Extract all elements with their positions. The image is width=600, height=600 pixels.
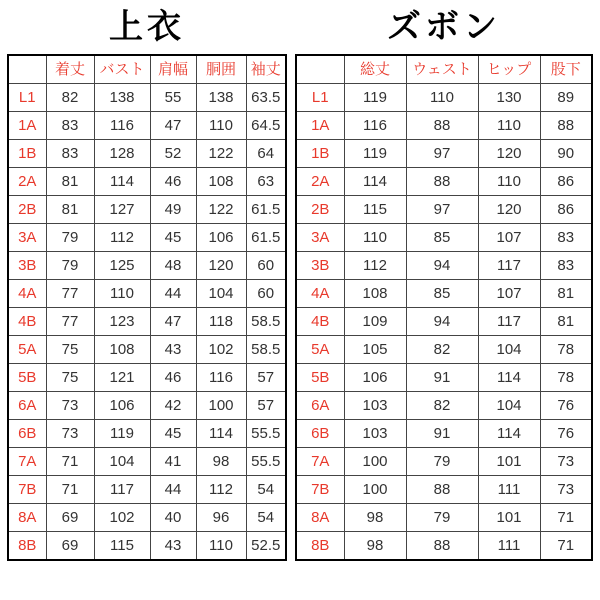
cell: 115 bbox=[344, 195, 406, 223]
table-row bbox=[8, 195, 286, 223]
table-row bbox=[296, 195, 592, 223]
cell: 104 bbox=[196, 279, 246, 307]
cell: 103 bbox=[344, 391, 406, 419]
cell: 104 bbox=[478, 335, 540, 363]
row-label: 1A bbox=[8, 111, 46, 139]
cell: 127 bbox=[94, 195, 150, 223]
cell: 100 bbox=[196, 391, 246, 419]
cell: 71 bbox=[46, 447, 94, 475]
cell: 117 bbox=[478, 251, 540, 279]
row-label: 4A bbox=[296, 279, 344, 307]
cell: 81 bbox=[46, 167, 94, 195]
column-header-hip: ヒップ bbox=[478, 55, 540, 84]
cell: 57 bbox=[246, 391, 286, 419]
cell: 49 bbox=[150, 195, 196, 223]
row-label: 8B bbox=[296, 531, 344, 560]
cell: 86 bbox=[540, 195, 592, 223]
row-label: 6A bbox=[8, 391, 46, 419]
row-label: 3A bbox=[8, 223, 46, 251]
column-header-inseam: 股下 bbox=[540, 55, 592, 84]
cell: 78 bbox=[540, 335, 592, 363]
cell: 123 bbox=[94, 307, 150, 335]
cell: 98 bbox=[196, 447, 246, 475]
cell: 104 bbox=[478, 391, 540, 419]
cell: 43 bbox=[150, 531, 196, 560]
cell: 73 bbox=[540, 447, 592, 475]
cell: 116 bbox=[196, 363, 246, 391]
column-header-total-length: 総丈 bbox=[344, 55, 406, 84]
cell: 91 bbox=[406, 363, 478, 391]
jacket-title: 上衣 bbox=[109, 8, 185, 46]
cell: 91 bbox=[406, 419, 478, 447]
cell: 75 bbox=[46, 335, 94, 363]
table-row bbox=[8, 475, 286, 503]
cell: 110 bbox=[478, 167, 540, 195]
cell: 52.5 bbox=[246, 531, 286, 560]
cell: 125 bbox=[94, 251, 150, 279]
cell: 117 bbox=[94, 475, 150, 503]
cell: 108 bbox=[344, 279, 406, 307]
jacket-size-table bbox=[7, 54, 287, 561]
cell: 94 bbox=[406, 251, 478, 279]
cell: 90 bbox=[540, 139, 592, 167]
row-label: 4A bbox=[8, 279, 46, 307]
table-row bbox=[8, 251, 286, 279]
cell: 58.5 bbox=[246, 335, 286, 363]
trousers-size-table bbox=[295, 54, 593, 561]
cell: 114 bbox=[94, 167, 150, 195]
table-row bbox=[296, 223, 592, 251]
cell: 116 bbox=[344, 111, 406, 139]
cell: 71 bbox=[540, 531, 592, 560]
table-row bbox=[8, 335, 286, 363]
row-label: 3A bbox=[296, 223, 344, 251]
table-row bbox=[296, 251, 592, 279]
cell: 120 bbox=[478, 139, 540, 167]
table-row bbox=[8, 307, 286, 335]
table-row bbox=[8, 391, 286, 419]
cell: 118 bbox=[196, 307, 246, 335]
table-row bbox=[296, 167, 592, 195]
table-row bbox=[8, 111, 286, 139]
cell: 112 bbox=[196, 475, 246, 503]
cell: 76 bbox=[540, 419, 592, 447]
row-label: 7A bbox=[8, 447, 46, 475]
cell: 102 bbox=[94, 503, 150, 531]
table-row bbox=[8, 139, 286, 167]
cell: 78 bbox=[540, 363, 592, 391]
cell: 40 bbox=[150, 503, 196, 531]
cell: 114 bbox=[344, 167, 406, 195]
column-header-size bbox=[296, 55, 344, 84]
cell: 98 bbox=[344, 503, 406, 531]
table-row bbox=[296, 279, 592, 307]
cell: 138 bbox=[196, 83, 246, 111]
cell: 94 bbox=[406, 307, 478, 335]
cell: 79 bbox=[46, 251, 94, 279]
cell: 112 bbox=[344, 251, 406, 279]
row-label: 5B bbox=[8, 363, 46, 391]
row-label: 5A bbox=[296, 335, 344, 363]
column-header-shoulder: 肩幅 bbox=[150, 55, 196, 84]
cell: 82 bbox=[406, 335, 478, 363]
table-row bbox=[296, 363, 592, 391]
cell: 120 bbox=[478, 195, 540, 223]
cell: 52 bbox=[150, 139, 196, 167]
cell: 82 bbox=[406, 391, 478, 419]
trousers-title: ズボン bbox=[387, 8, 501, 46]
table-row bbox=[296, 335, 592, 363]
table-row bbox=[296, 307, 592, 335]
cell: 101 bbox=[478, 503, 540, 531]
cell: 98 bbox=[344, 531, 406, 560]
cell: 110 bbox=[406, 83, 478, 111]
column-header-length: 着丈 bbox=[46, 55, 94, 84]
cell: 79 bbox=[406, 503, 478, 531]
cell: 106 bbox=[94, 391, 150, 419]
cell: 64 bbox=[246, 139, 286, 167]
cell: 48 bbox=[150, 251, 196, 279]
cell: 106 bbox=[196, 223, 246, 251]
table-row bbox=[296, 419, 592, 447]
cell: 64.5 bbox=[246, 111, 286, 139]
cell: 61.5 bbox=[246, 223, 286, 251]
row-label: 2B bbox=[296, 195, 344, 223]
trousers-section bbox=[294, 8, 594, 561]
cell: 61.5 bbox=[246, 195, 286, 223]
table-row bbox=[296, 111, 592, 139]
cell: 77 bbox=[46, 279, 94, 307]
cell: 97 bbox=[406, 195, 478, 223]
cell: 103 bbox=[344, 419, 406, 447]
cell: 89 bbox=[540, 83, 592, 111]
cell: 60 bbox=[246, 279, 286, 307]
cell: 100 bbox=[344, 447, 406, 475]
table-row bbox=[8, 279, 286, 307]
cell: 71 bbox=[46, 475, 94, 503]
cell: 112 bbox=[94, 223, 150, 251]
cell: 75 bbox=[46, 363, 94, 391]
cell: 73 bbox=[46, 391, 94, 419]
table-row bbox=[296, 531, 592, 560]
cell: 130 bbox=[478, 83, 540, 111]
cell: 45 bbox=[150, 419, 196, 447]
cell: 44 bbox=[150, 279, 196, 307]
cell: 108 bbox=[94, 335, 150, 363]
cell: 110 bbox=[196, 111, 246, 139]
row-label: 7B bbox=[296, 475, 344, 503]
row-label: 2B bbox=[8, 195, 46, 223]
cell: 138 bbox=[94, 83, 150, 111]
cell: 69 bbox=[46, 531, 94, 560]
cell: 111 bbox=[478, 531, 540, 560]
cell: 122 bbox=[196, 195, 246, 223]
cell: 104 bbox=[94, 447, 150, 475]
cell: 114 bbox=[196, 419, 246, 447]
cell: 54 bbox=[246, 475, 286, 503]
cell: 73 bbox=[46, 419, 94, 447]
cell: 79 bbox=[46, 223, 94, 251]
row-label: 2A bbox=[296, 167, 344, 195]
cell: 47 bbox=[150, 111, 196, 139]
cell: 55.5 bbox=[246, 419, 286, 447]
cell: 46 bbox=[150, 363, 196, 391]
cell: 55.5 bbox=[246, 447, 286, 475]
row-label: 5A bbox=[8, 335, 46, 363]
table-row bbox=[296, 503, 592, 531]
row-label: 8A bbox=[296, 503, 344, 531]
cell: 109 bbox=[344, 307, 406, 335]
cell: 111 bbox=[478, 475, 540, 503]
cell: 96 bbox=[196, 503, 246, 531]
cell: 110 bbox=[196, 531, 246, 560]
cell: 81 bbox=[540, 279, 592, 307]
row-label: 1A bbox=[296, 111, 344, 139]
table-row bbox=[296, 447, 592, 475]
row-label: 6B bbox=[8, 419, 46, 447]
table-row bbox=[8, 419, 286, 447]
table-row bbox=[8, 223, 286, 251]
cell: 119 bbox=[344, 83, 406, 111]
cell: 88 bbox=[540, 111, 592, 139]
cell: 88 bbox=[406, 167, 478, 195]
cell: 116 bbox=[94, 111, 150, 139]
row-label: 6A bbox=[296, 391, 344, 419]
cell: 120 bbox=[196, 251, 246, 279]
cell: 85 bbox=[406, 223, 478, 251]
row-label: L1 bbox=[8, 83, 46, 111]
row-label: 1B bbox=[296, 139, 344, 167]
cell: 63.5 bbox=[246, 83, 286, 111]
cell: 88 bbox=[406, 475, 478, 503]
column-header-waist: ウェスト bbox=[406, 55, 478, 84]
cell: 63 bbox=[246, 167, 286, 195]
cell: 128 bbox=[94, 139, 150, 167]
cell: 55 bbox=[150, 83, 196, 111]
cell: 85 bbox=[406, 279, 478, 307]
cell: 101 bbox=[478, 447, 540, 475]
cell: 83 bbox=[540, 223, 592, 251]
cell: 117 bbox=[478, 307, 540, 335]
row-label: 5B bbox=[296, 363, 344, 391]
table-row bbox=[8, 83, 286, 111]
cell: 114 bbox=[478, 419, 540, 447]
column-header-size bbox=[8, 55, 46, 84]
cell: 86 bbox=[540, 167, 592, 195]
cell: 121 bbox=[94, 363, 150, 391]
cell: 43 bbox=[150, 335, 196, 363]
table-row bbox=[296, 475, 592, 503]
cell: 83 bbox=[540, 251, 592, 279]
cell: 88 bbox=[406, 111, 478, 139]
column-header-sleeve: 袖丈 bbox=[246, 55, 286, 84]
cell: 97 bbox=[406, 139, 478, 167]
cell: 79 bbox=[406, 447, 478, 475]
cell: 69 bbox=[46, 503, 94, 531]
cell: 105 bbox=[344, 335, 406, 363]
cell: 60 bbox=[246, 251, 286, 279]
row-label: 7A bbox=[296, 447, 344, 475]
table-row bbox=[296, 391, 592, 419]
cell: 106 bbox=[344, 363, 406, 391]
cell: 54 bbox=[246, 503, 286, 531]
cell: 46 bbox=[150, 167, 196, 195]
cell: 45 bbox=[150, 223, 196, 251]
row-label: 8A bbox=[8, 503, 46, 531]
cell: 110 bbox=[478, 111, 540, 139]
table-row bbox=[8, 531, 286, 560]
cell: 102 bbox=[196, 335, 246, 363]
row-label: 3B bbox=[296, 251, 344, 279]
cell: 76 bbox=[540, 391, 592, 419]
row-label: 8B bbox=[8, 531, 46, 560]
cell: 41 bbox=[150, 447, 196, 475]
column-header-waist: 胴囲 bbox=[196, 55, 246, 84]
table-row bbox=[8, 503, 286, 531]
cell: 82 bbox=[46, 83, 94, 111]
cell: 119 bbox=[94, 419, 150, 447]
row-label: 6B bbox=[296, 419, 344, 447]
cell: 57 bbox=[246, 363, 286, 391]
cell: 58.5 bbox=[246, 307, 286, 335]
cell: 77 bbox=[46, 307, 94, 335]
table-header-row bbox=[296, 55, 592, 84]
cell: 107 bbox=[478, 223, 540, 251]
cell: 83 bbox=[46, 139, 94, 167]
cell: 88 bbox=[406, 531, 478, 560]
cell: 115 bbox=[94, 531, 150, 560]
row-label: 1B bbox=[8, 139, 46, 167]
table-row bbox=[296, 83, 592, 111]
cell: 47 bbox=[150, 307, 196, 335]
row-label: 7B bbox=[8, 475, 46, 503]
row-label: 3B bbox=[8, 251, 46, 279]
table-row bbox=[8, 167, 286, 195]
cell: 73 bbox=[540, 475, 592, 503]
cell: 110 bbox=[344, 223, 406, 251]
cell: 100 bbox=[344, 475, 406, 503]
table-header-row bbox=[8, 55, 286, 84]
cell: 83 bbox=[46, 111, 94, 139]
cell: 107 bbox=[478, 279, 540, 307]
cell: 42 bbox=[150, 391, 196, 419]
cell: 44 bbox=[150, 475, 196, 503]
cell: 81 bbox=[46, 195, 94, 223]
table-row bbox=[8, 363, 286, 391]
cell: 122 bbox=[196, 139, 246, 167]
jacket-section bbox=[6, 8, 288, 561]
row-label: 4B bbox=[296, 307, 344, 335]
row-label: 2A bbox=[8, 167, 46, 195]
row-label: L1 bbox=[296, 83, 344, 111]
cell: 71 bbox=[540, 503, 592, 531]
table-row bbox=[296, 139, 592, 167]
table-row bbox=[8, 447, 286, 475]
cell: 110 bbox=[94, 279, 150, 307]
cell: 114 bbox=[478, 363, 540, 391]
row-label: 4B bbox=[8, 307, 46, 335]
cell: 81 bbox=[540, 307, 592, 335]
cell: 108 bbox=[196, 167, 246, 195]
cell: 119 bbox=[344, 139, 406, 167]
column-header-bust: バスト bbox=[94, 55, 150, 84]
